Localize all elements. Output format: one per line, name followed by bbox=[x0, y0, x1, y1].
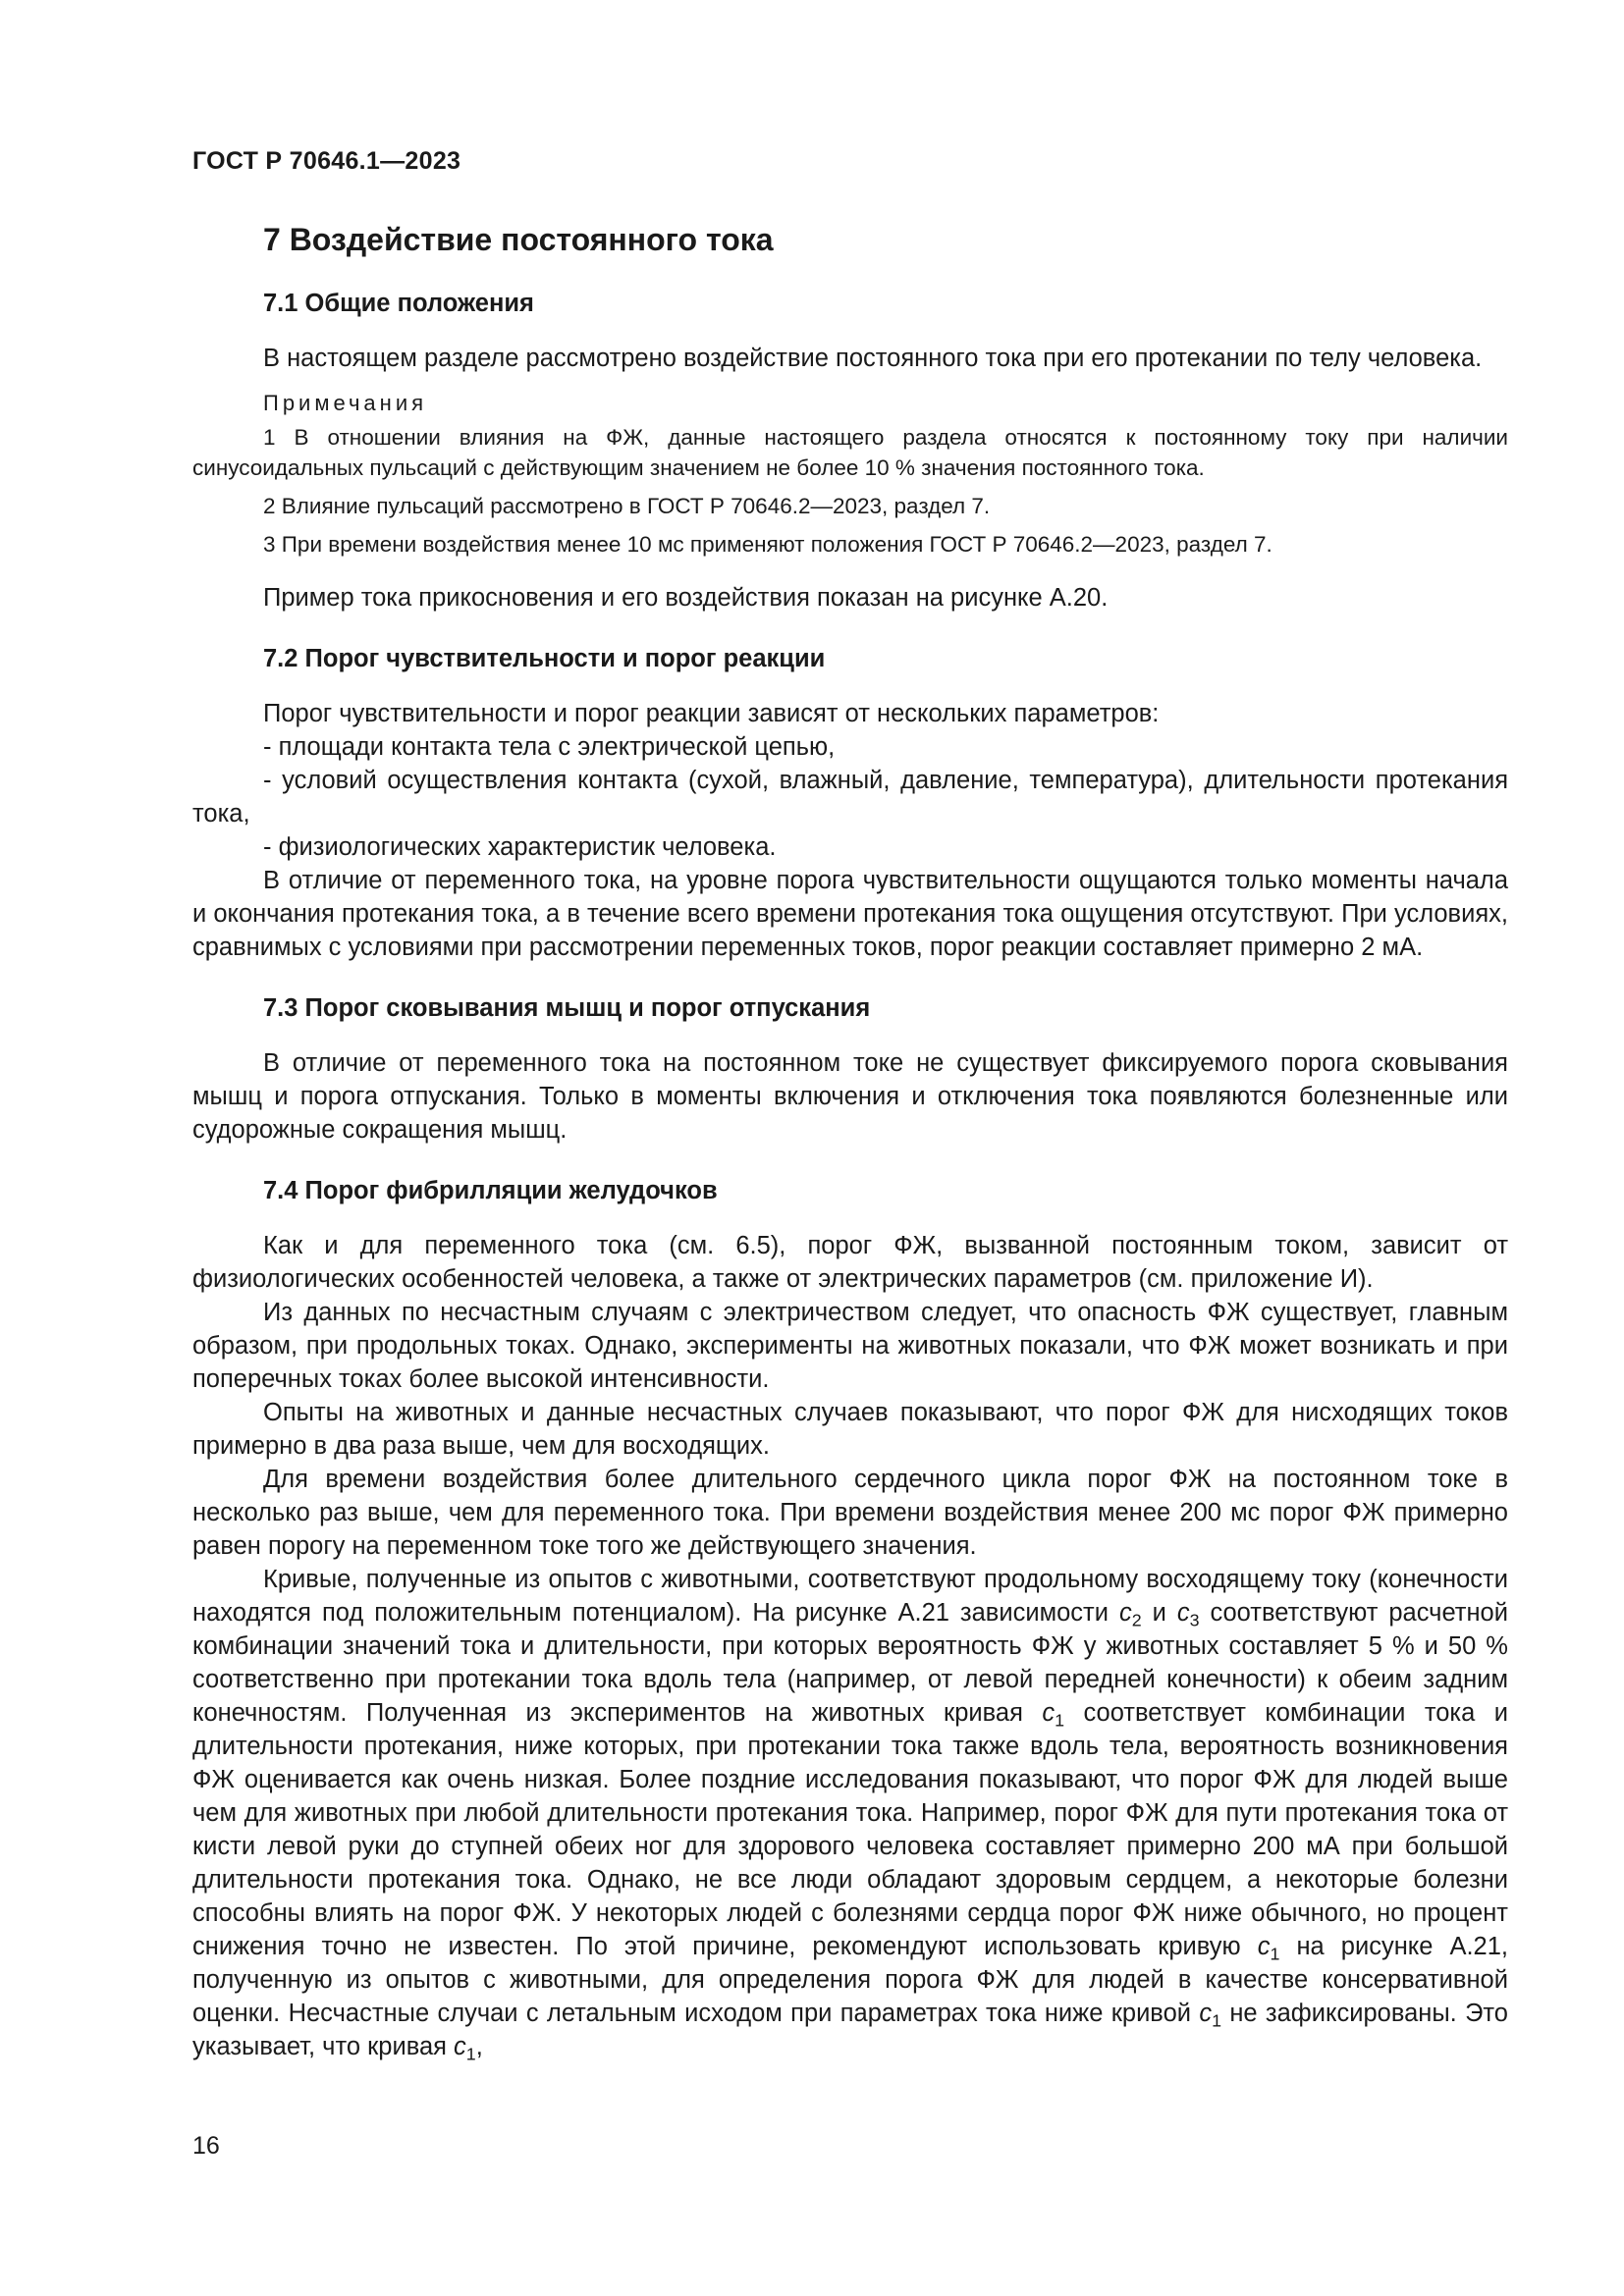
paragraph: Опыты на животных и данные несчастных случаев показывают, что порог ФЖ для нисходящих токов примерно в два раза выше, чем для восходящих. bbox=[192, 1399, 1508, 1460]
note-item: 1 В отношении влияния на ФЖ, данные настоящего раздела относятся к постоянному току при наличии синусоидальных пульсаций с действующим значением не более 10 % значения постоянного тока. bbox=[192, 425, 1508, 480]
note-item: 2 Влияние пульсаций рассмотрено в ГОСТ Р 70646.2—2023, раздел 7. bbox=[263, 494, 991, 518]
subsection-title-7-3: 7.3 Порог сковывания мышц и порог отпускания bbox=[263, 994, 871, 1022]
paragraph: Порог чувствительности и порог реакции зависят от нескольких параметров: bbox=[263, 700, 1160, 727]
notes-title: Примечания bbox=[263, 391, 428, 415]
paragraph: Как и для переменного тока (см. 6.5), порог ФЖ, вызванной постоянным током, зависит от физиологических особенностей человека, а также от электрических параметров (см. приложение И). bbox=[192, 1232, 1508, 1293]
paragraph: В настоящем разделе рассмотрено воздействие постоянного тока при его протекании по телу человека. bbox=[263, 345, 1483, 372]
list-item: - площади контакта тела с электрической цепью, bbox=[263, 733, 836, 761]
list-item: - физиологических характеристик человека. bbox=[263, 833, 777, 861]
subsection-title-7-2: 7.2 Порог чувствительности и порог реакции bbox=[263, 645, 826, 672]
page-number: 16 bbox=[192, 2132, 220, 2160]
document-body bbox=[192, 287, 1508, 2063]
paragraph-curves: Кривые, полученные из опытов с животными, соответствуют продольному восходящему току (конечности находятся под положительным потенциалом). На рисунке А.21 зависимости $c_2$ и $c_3$ соответствуют расчетной комбинации значений тока и длительности, при которых вероятность ФЖ у животных составляет 5 % и 50 % соответственно при протекании тока вдоль тела (например, от левой передней конечности) к обеим задним конечностям. Полученная из экспериментов на животных кривая $c_1$ соответствует комбинации тока и длительности протекания, ниже которых, при протекании тока также вдоль тела, вероятность возникновения ФЖ оценивается как очень низкая. Более поздние исследования показывают, что порог ФЖ для людей выше чем для животных при любой длительности протекания тока. Например, порог ФЖ для пути протекания тока от кисти левой руки до ступней обеих ног для здорового человека составляет примерно 200 мА при большой длительности протекания тока. Однако, не все люди обладают здоровым сердцем, а некоторые болезни способны влиять на порог ФЖ. У некоторых людей с болезнями сердца порог ФЖ ниже обычного, но процент снижения точно не известен. По этой причине, рекомендуют использовать кривую $c_1$ на рисунке А.21, полученную из опытов с животными, для определения порога ФЖ для людей в качестве консервативной оценки. Несчастные случаи с летальным исходом при параметрах тока ниже кривой $c_1$ не зафиксированы. Это указывает, что кривая $c_1$, bbox=[192, 1566, 1508, 2064]
standard-code: ГОСТ Р 70646.1—2023 bbox=[192, 147, 461, 175]
paragraph: Для времени воздействия более длительного сердечного цикла порог ФЖ на постоянном токе в несколько раз выше, чем для переменного тока. При времени воздействия менее 200 мс порог ФЖ примерно равен порогу на переменном токе того же действующего значения. bbox=[192, 1466, 1508, 1560]
subsection-title-7-4: 7.4 Порог фибрилляции желудочков bbox=[263, 1177, 718, 1204]
paragraph: Пример тока прикосновения и его воздействия показан на рисунке А.20. bbox=[263, 584, 1109, 612]
paragraph: Из данных по несчастным случаям с электричеством следует, что опасность ФЖ существует, главным образом, при продольных токах. Однако, эксперименты на животных показали, что ФЖ может возникать и при поперечных токах более высокой интенсивности. bbox=[192, 1299, 1508, 1393]
paragraph: В отличие от переменного тока на постоянном токе не существует фиксируемого порога сковывания мышц и порога отпускания. Только в моменты включения и отключения тока появляются болезненные или судорожные сокращения мышц. bbox=[192, 1049, 1508, 1144]
note-item: 3 При времени воздействия менее 10 мс применяют положения ГОСТ Р 70646.2—2023, раздел 7. bbox=[263, 532, 1272, 557]
section-title: 7 Воздействие постоянного тока bbox=[263, 222, 774, 257]
paragraph: В отличие от переменного тока, на уровне порога чувствительности ощущаются только моменты начала и окончания протекания тока, а в течение всего времени протекания тока ощущения отсутствуют. При условиях, сравнимых с условиями при рассмотрении переменных токов, порог реакции составляет примерно 2 мА. bbox=[192, 867, 1508, 961]
subsection-title-7-1: 7.1 Общие положения bbox=[263, 290, 534, 317]
list-item: - условий осуществления контакта (сухой, влажный, давление, температура), длительности протекания тока, bbox=[192, 767, 1508, 828]
